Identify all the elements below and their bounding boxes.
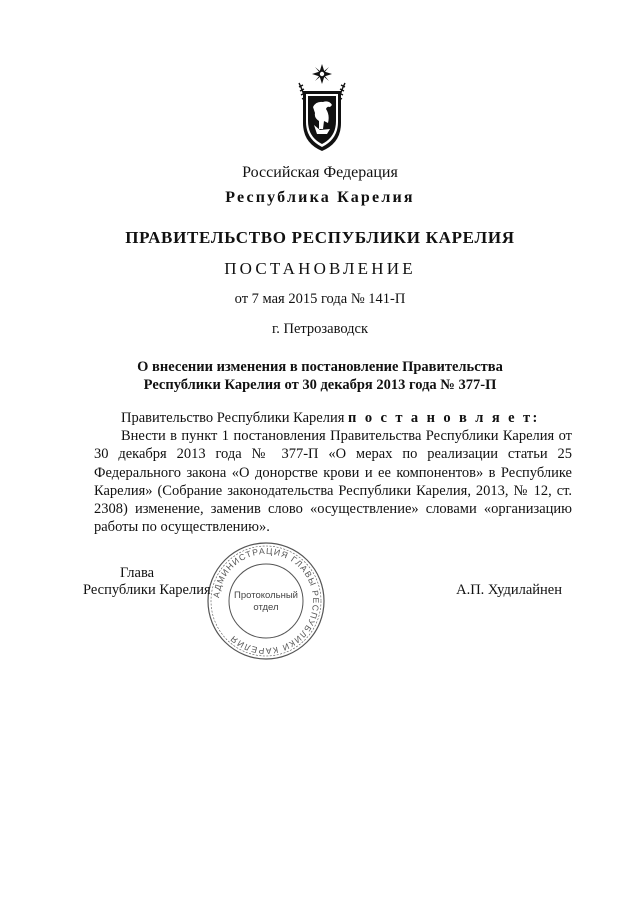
document-city: г. Петрозаводск: [271, 321, 369, 337]
signatory-title-line-1: Глава: [120, 565, 155, 581]
karelia-coat-of-arms-icon: [296, 63, 348, 153]
subject-line-1: О внесении изменения в постановление Правительства: [137, 359, 503, 375]
star-icon: [312, 64, 332, 84]
subject-line-2: Республики Карелия от 30 декабря 2013 года № 377-П: [143, 377, 497, 393]
signatory-name: А.П. Худилайнен: [456, 582, 562, 598]
shield-icon: [303, 91, 341, 151]
stamp-ring-text: АДМИНИСТРАЦИЯ ГЛАВЫ РЕСПУБЛИКИ КАРЕЛИЯ: [211, 545, 322, 657]
stamp-center-line-2: отдел: [253, 602, 279, 613]
preamble-text: Правительство Республики Карелия: [121, 410, 349, 426]
document-date-number: от 7 мая 2015 года № 141-П: [234, 291, 406, 307]
republic-name: Республика Карелия: [225, 189, 415, 206]
document-subject: [0, 358, 640, 394]
resolution-text: Внести в пункт 1 постановления Правительства Республики Карелия от 30 декабря 2013 года № 377-П «О мерах по реализации статьи 25 Федерального закона «О донорстве крови и ее компонентов» в Республике Карелия» (Собрание законодательства Республики Карелия, 2013, № 12, ст. 2308) изменение, заменив слово «осуществление» словами «организацию работы по осуществлению».: [94, 428, 572, 536]
country-name: Российская Федерация: [242, 164, 398, 181]
document-body: [94, 409, 572, 536]
official-stamp: [202, 540, 330, 662]
signatory-title-line-2: Республики Карелия: [83, 582, 211, 598]
document-type: ПОСТАНОВЛЕНИЕ: [224, 259, 416, 278]
resolution-preamble: [94, 409, 572, 427]
resolves-word: п о с т а н о в л я е т:: [348, 410, 540, 426]
stamp-center-line-1: Протокольный: [234, 590, 298, 601]
government-title: ПРАВИТЕЛЬСТВО РЕСПУБЛИКИ КАРЕЛИЯ: [125, 228, 515, 247]
